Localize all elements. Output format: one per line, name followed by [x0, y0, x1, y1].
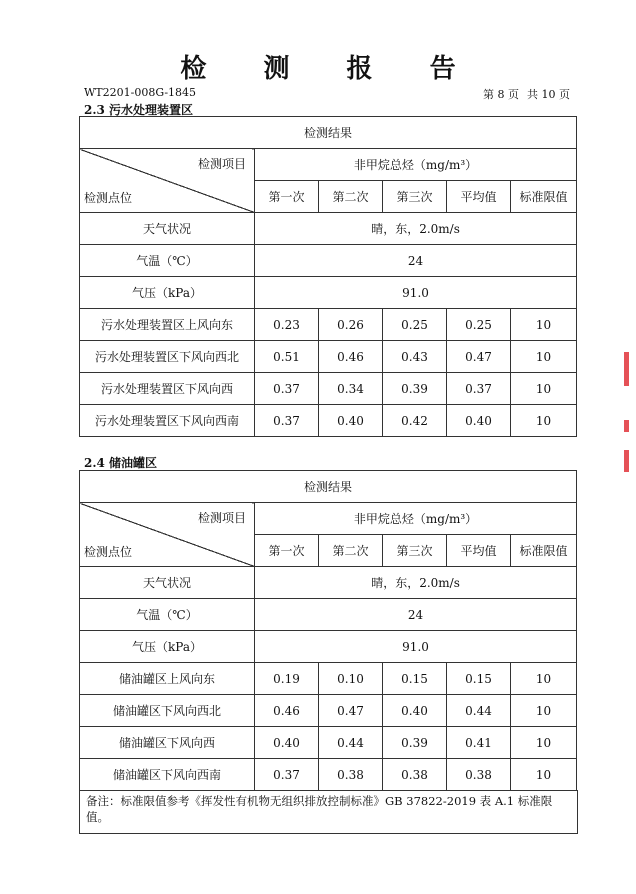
page-indicator: [483, 86, 570, 102]
value-limit: 10: [511, 309, 577, 341]
section-heading: 2.4 储油罐区: [84, 456, 158, 470]
weather-value: 晴，东，2.0m/s: [255, 213, 577, 245]
column-header: 第三次: [383, 181, 447, 213]
page-current: 第 8 页: [483, 88, 519, 101]
point-label: 检测点位: [84, 191, 133, 205]
seal-mark: [624, 420, 629, 432]
value-second: 0.46: [319, 341, 383, 373]
table-row: [80, 759, 577, 791]
results-header: 检测结果: [80, 117, 577, 149]
value-second: 0.47: [319, 695, 383, 727]
parameter-header: 非甲烷总烃（mg/m³）: [255, 503, 577, 535]
remarks-note: 备注：标准限值参考《挥发性有机物无组织排放控制标准》GB 37822-2019 表 A.1 标准限值。: [79, 790, 578, 834]
value-third: 0.38: [383, 759, 447, 791]
column-header: 平均值: [447, 181, 511, 213]
document-number: WT2201-008G-1845: [84, 86, 197, 99]
value-limit: 10: [511, 695, 577, 727]
report-title: 检 测 报 告: [180, 54, 480, 84]
column-header: 第二次: [319, 535, 383, 567]
value-second: 0.38: [319, 759, 383, 791]
value-second: 0.26: [319, 309, 383, 341]
point-name: 污水处理装置区下风向西南: [80, 405, 255, 437]
value-average: 0.38: [447, 759, 511, 791]
column-header: 第二次: [319, 181, 383, 213]
value-first: 0.51: [255, 341, 319, 373]
value-first: 0.19: [255, 663, 319, 695]
value-first: 0.37: [255, 405, 319, 437]
seal-mark: [624, 352, 629, 386]
point-name: 污水处理装置区下风向西北: [80, 341, 255, 373]
table-row: [80, 727, 577, 759]
value-limit: 10: [511, 405, 577, 437]
value-first: 0.40: [255, 727, 319, 759]
results-table-sewage: [79, 116, 577, 437]
value-third: 0.39: [383, 373, 447, 405]
value-average: 0.15: [447, 663, 511, 695]
value-third: 0.43: [383, 341, 447, 373]
value-first: 0.37: [255, 759, 319, 791]
point-name: 污水处理装置区下风向西: [80, 373, 255, 405]
value-average: 0.37: [447, 373, 511, 405]
column-header: 标准限值: [511, 181, 577, 213]
value-limit: 10: [511, 373, 577, 405]
value-limit: 10: [511, 759, 577, 791]
weather-value: 晴，东，2.0m/s: [255, 567, 577, 599]
column-header: 第一次: [255, 535, 319, 567]
value-second: 0.34: [319, 373, 383, 405]
pressure-label: 气压（kPa）: [80, 631, 255, 663]
point-name: 储油罐区上风向东: [80, 663, 255, 695]
value-second: 0.44: [319, 727, 383, 759]
temperature-label: 气温（℃）: [80, 599, 255, 631]
table-row: [80, 309, 577, 341]
value-third: 0.40: [383, 695, 447, 727]
table-row: [80, 695, 577, 727]
value-average: 0.40: [447, 405, 511, 437]
table-row: [80, 663, 577, 695]
pressure-label: 气压（kPa）: [80, 277, 255, 309]
value-average: 0.41: [447, 727, 511, 759]
value-average: 0.47: [447, 341, 511, 373]
weather-label: 天气状况: [80, 567, 255, 599]
value-third: 0.39: [383, 727, 447, 759]
diagonal-header-cell: [80, 149, 255, 213]
column-header: 平均值: [447, 535, 511, 567]
value-first: 0.46: [255, 695, 319, 727]
point-label: 检测点位: [84, 545, 133, 559]
value-third: 0.42: [383, 405, 447, 437]
value-limit: 10: [511, 341, 577, 373]
results-header: 检测结果: [80, 471, 577, 503]
value-average: 0.44: [447, 695, 511, 727]
table-row: [80, 373, 577, 405]
page-total: 共 10 页: [527, 88, 570, 101]
table-row: [80, 341, 577, 373]
column-header: 第一次: [255, 181, 319, 213]
value-first: 0.37: [255, 373, 319, 405]
temperature-value: 24: [255, 245, 577, 277]
section-heading: 2.3 污水处理装置区: [84, 103, 194, 117]
weather-label: 天气状况: [80, 213, 255, 245]
point-name: 污水处理装置区上风向东: [80, 309, 255, 341]
value-average: 0.25: [447, 309, 511, 341]
value-third: 0.15: [383, 663, 447, 695]
point-name: 储油罐区下风向西南: [80, 759, 255, 791]
value-second: 0.10: [319, 663, 383, 695]
parameter-header: 非甲烷总烃（mg/m³）: [255, 149, 577, 181]
seal-mark: [624, 450, 629, 472]
value-third: 0.25: [383, 309, 447, 341]
results-table-oil-tank: [79, 470, 577, 791]
value-limit: 10: [511, 663, 577, 695]
point-name: 储油罐区下风向西: [80, 727, 255, 759]
temperature-label: 气温（℃）: [80, 245, 255, 277]
column-header: 标准限值: [511, 535, 577, 567]
value-limit: 10: [511, 727, 577, 759]
temperature-value: 24: [255, 599, 577, 631]
value-second: 0.40: [319, 405, 383, 437]
column-header: 第三次: [383, 535, 447, 567]
point-name: 储油罐区下风向西北: [80, 695, 255, 727]
diagonal-header-cell: [80, 503, 255, 567]
table-row: [80, 405, 577, 437]
pressure-value: 91.0: [255, 631, 577, 663]
value-first: 0.23: [255, 309, 319, 341]
item-label: 检测项目: [197, 511, 246, 525]
item-label: 检测项目: [197, 157, 246, 171]
pressure-value: 91.0: [255, 277, 577, 309]
